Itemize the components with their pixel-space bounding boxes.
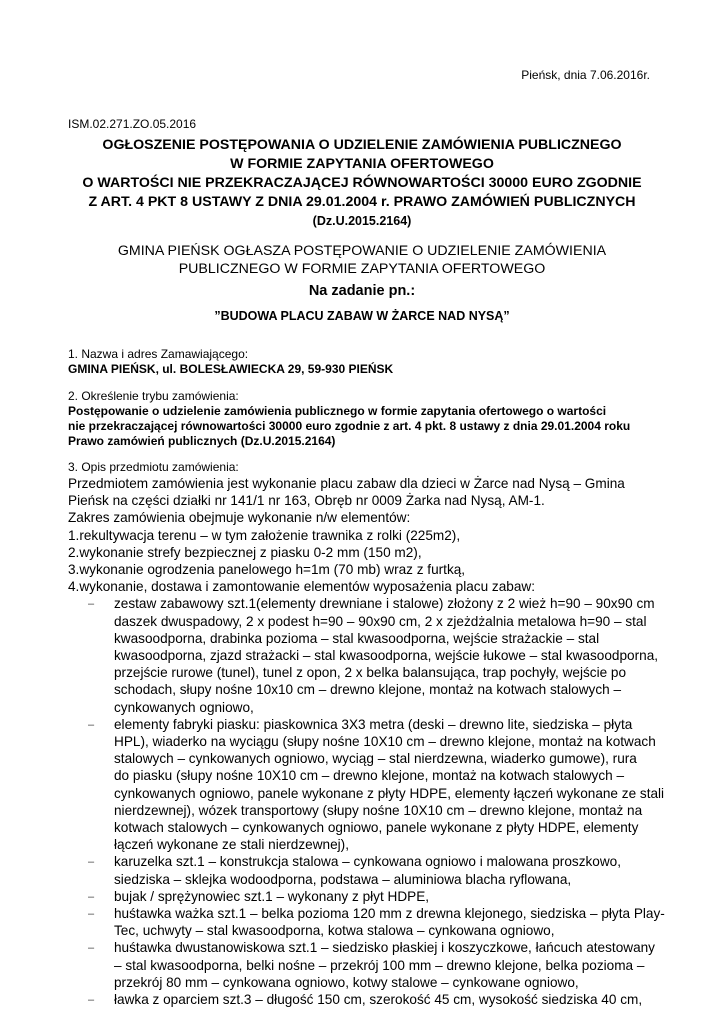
list-item-line: ławka z oparciem szt.3 – długość 150 cm, szerokość 45 cm, wysokość siedziska 40 cm, xyxy=(114,992,643,1008)
title-line: (Dz.U.2015.2164) xyxy=(312,214,412,228)
section-heading: 2. Określenie trybu zamówienia: xyxy=(68,389,239,403)
list-item-line: schodach, słupy nośne 10x10 cm – drewno klejone, montaż na kotwach stalowych – xyxy=(114,682,622,698)
title-line: O WARTOŚCI NIE PRZEKRACZAJĄCEJ RÓWNOWARTOŚCI 30000 EURO ZGODNIE xyxy=(82,175,642,191)
list-item xyxy=(68,991,668,1008)
list-item-line: cynkowanych ogniowo, panele wykonane z płyty HDPE, elementy łączeń wykonane ze stali xyxy=(114,785,665,801)
list-item-line: siedziska – sklejka wodoodporna, podstawa – aluminiowa blacha ryflowana, xyxy=(114,871,572,887)
list-item-line: huśtawka dwustanowiskowa szt.1 – siedzisko płaskiej i koszyczkowe, łańcuch atestowany xyxy=(114,940,655,956)
list-item-line: kwasoodporna, drabinka pozioma – stal kwasoodporna, wejście strażackie – stal xyxy=(114,630,600,646)
bullet-dash: – xyxy=(88,908,95,921)
list-item-line: Tec, uchwyty – stal kwasoodporna, kotwa stalowa – cynkowana ogniowo, xyxy=(114,923,555,939)
bullet-dash: – xyxy=(88,718,95,731)
section-subject-description xyxy=(68,460,668,1008)
list-item xyxy=(68,939,668,991)
document-date: Pieńsk, dnia 7.06.2016r. xyxy=(521,68,650,82)
body-line: Zakres zamówienia obejmuje wykonanie n/w elementów: xyxy=(68,510,411,526)
procedure-text-line: Postępowanie o udzielenie zamówienia publicznego w formie zapytania ofertowego o wartości xyxy=(68,404,607,418)
list-item xyxy=(68,888,668,905)
list-item-line: przejście rurowe (tunel), tunel z opon, 2 x belka balansująca, trap pochyły, wejście po xyxy=(114,665,627,681)
body-line: Przedmiotem zamówienia jest wykonanie placu zabaw dla dzieci w Żarce nad Nysą – Gmina xyxy=(68,476,625,491)
title-line: W FORMIE ZAPYTANIA OFERTOWEGO xyxy=(230,156,494,172)
scope-item: 1.rekultywacja terenu – w tym założenie trawnika z rolki (225m2), xyxy=(68,527,461,543)
list-item-line: kotwach stalowych – cynkowanych ogniowo, panele wykonane z płyty HDPE, elementy xyxy=(114,820,639,836)
announcement-line: PUBLICZNEGO W FORMIE ZAPYTANIA OFERTOWEGO xyxy=(178,261,546,277)
ordering-party-address: GMINA PIEŃSK, ul. BOLESŁAWIECKA 29, 59-930 PIEŃSK xyxy=(68,362,394,376)
bullet-dash: – xyxy=(88,994,95,1007)
list-item xyxy=(68,595,668,715)
reference-number: ISM.02.271.ZO.05.2016 xyxy=(68,117,197,131)
equipment-list xyxy=(68,595,668,1008)
task-label: Na zadanie pn.: xyxy=(308,283,416,299)
section-heading: 1. Nazwa i adres Zamawiającego: xyxy=(68,347,249,361)
list-item xyxy=(68,853,668,887)
list-item-line: do piasku (słupy nośne 10X10 cm – drewno klejone, montaż na kotwach stalowych – xyxy=(114,768,625,784)
section-procedure-mode xyxy=(68,389,668,449)
list-item-line: nierdzewnej), wózek transportowy (słupy nośne 10X10 cm – drewno klejone, montaż na xyxy=(114,802,643,818)
list-item xyxy=(68,716,668,854)
list-item-line: stalowych – cynkowanych ogniowo, wyciąg – stal nierdzewna, wiaderko gumowe), rura xyxy=(114,751,637,767)
title-line: Z ART. 4 PKT 8 USTAWY Z DNIA 29.01.2004 r. PRAWO ZAMÓWIEŃ PUBLICZNYCH xyxy=(88,194,636,210)
list-item-line: bujak / sprężynowiec szt.1 – wykonany z płyt HDPE, xyxy=(114,888,430,904)
bullet-dash: – xyxy=(88,942,95,955)
subject-body xyxy=(68,475,668,1008)
bullet-dash: – xyxy=(88,890,95,903)
scope-item: 3.wykonanie ogrodzenia panelowego h=1m (70 mb) wraz z furtką, xyxy=(68,562,466,578)
task-name: ”BUDOWA PLACU ZABAW W ŻARCE NAD NYSĄ” xyxy=(214,309,510,323)
section-ordering-party xyxy=(68,347,668,377)
bullet-dash: – xyxy=(88,598,95,611)
procedure-text-line: Prawo zamówień publicznych (Dz.U.2015.2164) xyxy=(68,434,336,448)
list-item-line: zestaw zabawowy szt.1(elementy drewniane i stalowe) złożony z 2 wież h=90 – 90x90 cm xyxy=(114,596,655,612)
list-item-line: przekrój 80 mm – cynkowana ogniowo, kotwy stalowe – cynkowane ogniowo, xyxy=(114,974,579,990)
list-item-line: cynkowanych ogniowo, xyxy=(114,699,254,715)
section-heading: 3. Opis przedmiotu zamówienia: xyxy=(68,460,239,474)
announcement-line: GMINA PIEŃSK OGŁASZA POSTĘPOWANIE O UDZIELENIE ZAMÓWIENIA xyxy=(117,243,607,259)
list-item xyxy=(68,905,668,939)
body-line: Pieńsk na części działki nr 141/1 nr 163, Obręb nr 0009 Żarka nad Nysą, AM-1. xyxy=(68,493,545,509)
procedure-text-line: nie przekraczającej równowartości 30000 euro zgodnie z art. 4 pkt. 8 ustawy z dnia 29.01.2004 roku xyxy=(68,419,631,433)
list-item-line: – stal kwasoodporna, belki nośne – przekrój 100 mm – drewno klejone, belka pozioma – xyxy=(114,957,645,973)
scope-item: 2.wykonanie strefy bezpiecznej z piasku 0-2 mm (150 m2), xyxy=(68,544,422,560)
list-item-line: daszek dwuspadowy, 2 x podest h=90 – 90x90 cm, 2 x zjeżdżalnia metalowa h=90 – stal xyxy=(114,613,647,629)
title-line: OGŁOSZENIE POSTĘPOWANIA O UDZIELENIE ZAMÓWIENIA PUBLICZNEGO xyxy=(102,137,622,153)
list-item-line: huśtawka ważka szt.1 – belka pozioma 120 mm z drewna klejonego, siedziska – płyta Play- xyxy=(114,906,665,922)
announcement xyxy=(40,242,684,278)
list-item-line: łączeń wykonane ze stali nierdzewnej), xyxy=(114,837,349,853)
list-item-line: kwasoodporna, zjazd strażacki – stal kwasoodporna, wejście łukowe – stal kwasoodporna, xyxy=(114,648,659,664)
document-title xyxy=(40,136,684,231)
list-item-line: HPL), wiaderko na wyciągu (słupy nośne 10X10 cm – drewno klejone, montaż na kotwach xyxy=(114,734,656,750)
list-item-line: karuzelka szt.1 – konstrukcja stalowa – cynkowana ogniowo i malowana proszkowo, xyxy=(114,854,621,870)
bullet-dash: – xyxy=(88,856,95,869)
list-item-line: elementy fabryki piasku: piaskownica 3X3 metra (deski – drewno lite, siedziska – płyta xyxy=(114,716,633,732)
scope-item: 4.wykonanie, dostawa i zamontowanie elementów wyposażenia placu zabaw: xyxy=(68,579,535,595)
